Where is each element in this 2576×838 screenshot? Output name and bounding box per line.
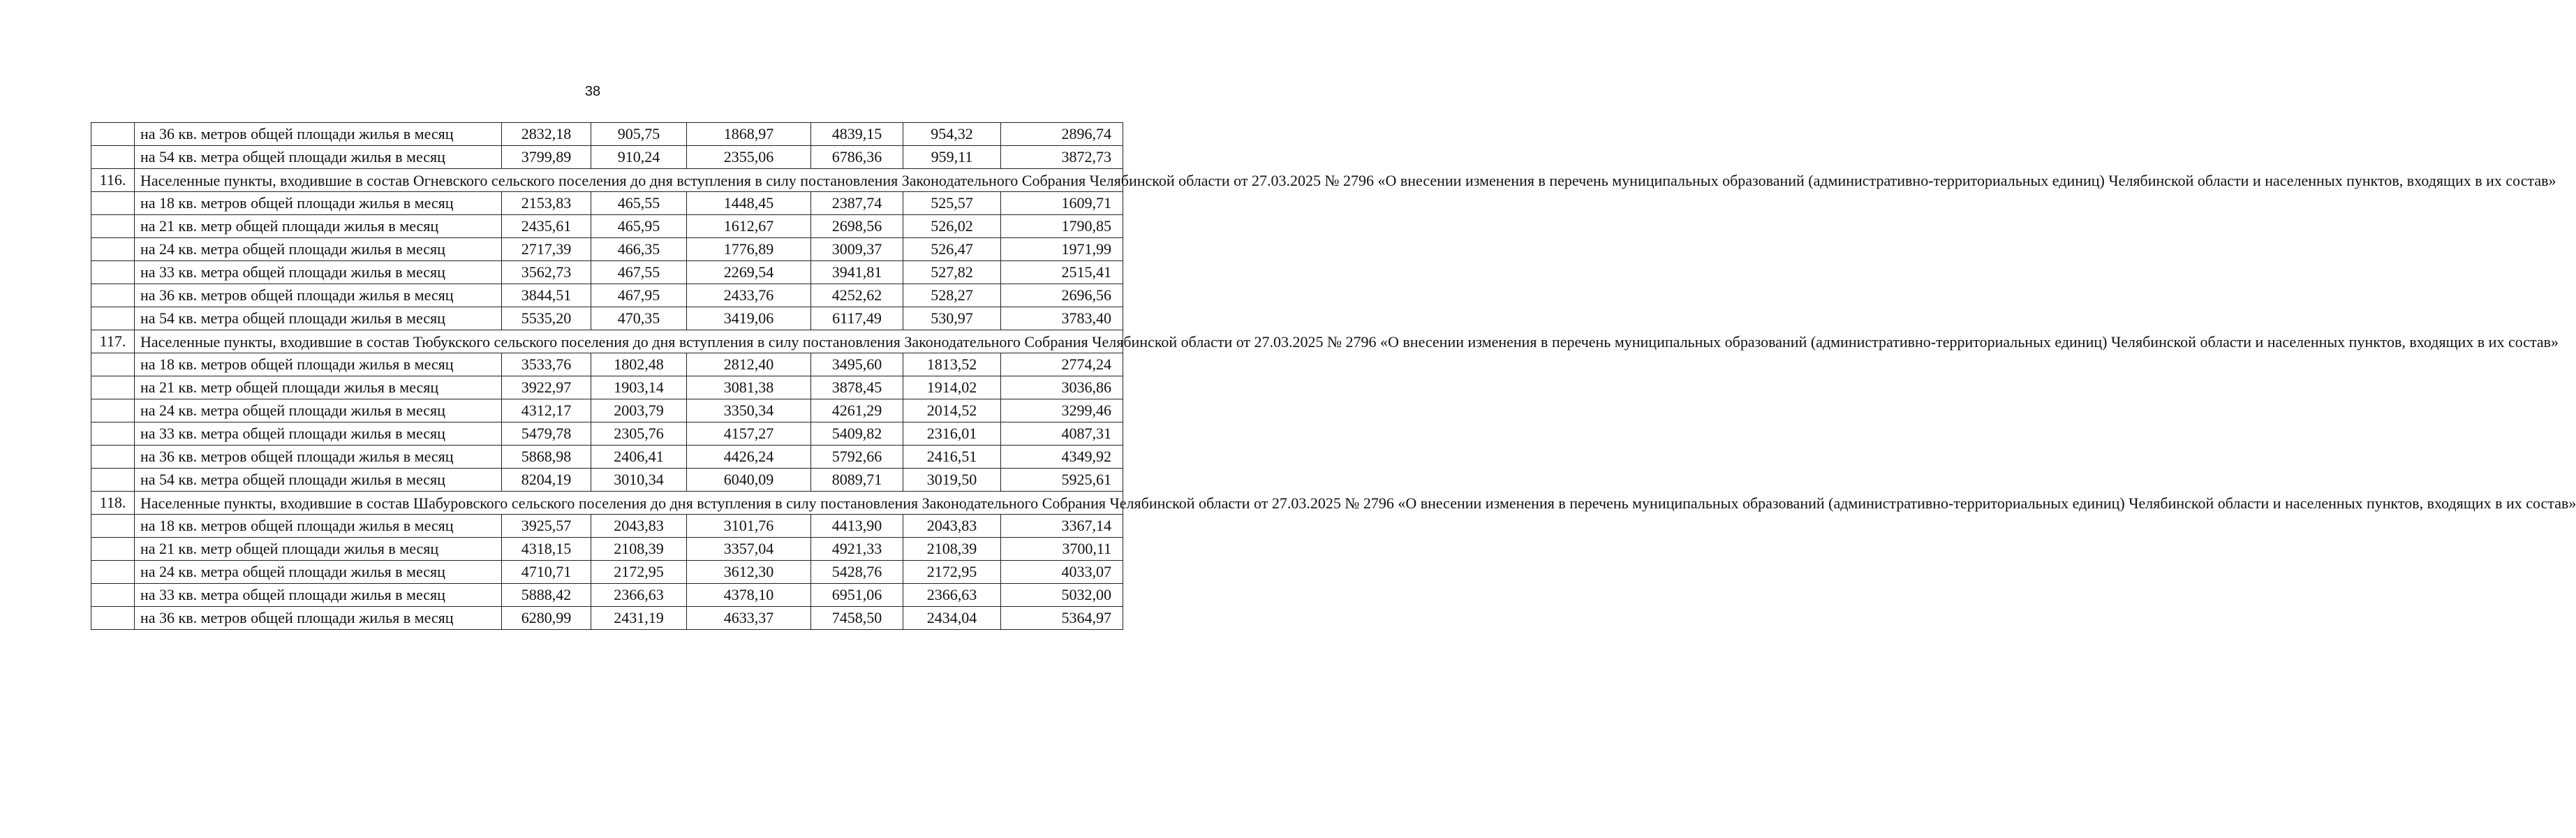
value-cell: 4710,71 xyxy=(502,561,591,584)
value-cell: 3419,06 xyxy=(687,307,811,330)
table-row xyxy=(91,584,1123,607)
value-cell: 2774,24 xyxy=(1001,353,1123,376)
table-body xyxy=(91,123,2576,630)
value-cell: 5428,76 xyxy=(811,561,903,584)
value-cell: 3350,34 xyxy=(687,399,811,422)
value-cell: 2172,95 xyxy=(903,561,1001,584)
value-cell: 526,02 xyxy=(903,215,1001,238)
value-cell: 4157,27 xyxy=(687,422,811,446)
value-cell: 5535,20 xyxy=(502,307,591,330)
value-cell: 910,24 xyxy=(591,146,687,169)
value-cell: 2698,56 xyxy=(811,215,903,238)
value-cell: 2172,95 xyxy=(591,561,687,584)
value-cell: 527,82 xyxy=(903,261,1001,284)
value-cell: 466,35 xyxy=(591,238,687,261)
row-label: на 18 кв. метров общей площади жилья в месяц xyxy=(135,353,502,376)
table-row xyxy=(91,446,1123,469)
row-label: на 33 кв. метра общей площади жилья в месяц xyxy=(135,422,502,446)
value-cell: 2717,39 xyxy=(502,238,591,261)
row-label: на 24 кв. метра общей площади жилья в месяц xyxy=(135,561,502,584)
value-cell: 4318,15 xyxy=(502,538,591,561)
value-cell: 4349,92 xyxy=(1001,446,1123,469)
value-cell: 4252,62 xyxy=(811,284,903,307)
value-cell: 1790,85 xyxy=(1001,215,1123,238)
table-row xyxy=(91,422,1123,446)
value-cell: 1813,52 xyxy=(903,353,1001,376)
row-label: на 54 кв. метра общей площади жилья в месяц xyxy=(135,146,502,169)
value-cell: 3036,86 xyxy=(1001,376,1123,399)
value-cell: 3081,38 xyxy=(687,376,811,399)
table-row xyxy=(91,538,1123,561)
value-cell: 4378,10 xyxy=(687,584,811,607)
value-cell: 959,11 xyxy=(903,146,1001,169)
value-cell: 2366,63 xyxy=(591,584,687,607)
value-cell: 2316,01 xyxy=(903,422,1001,446)
value-cell: 3101,76 xyxy=(687,515,811,538)
row-number-cell xyxy=(91,353,135,376)
value-cell: 2355,06 xyxy=(687,146,811,169)
value-cell: 6951,06 xyxy=(811,584,903,607)
value-cell: 5868,98 xyxy=(502,446,591,469)
value-cell: 954,32 xyxy=(903,123,1001,146)
value-cell: 3009,37 xyxy=(811,238,903,261)
value-cell: 2433,76 xyxy=(687,284,811,307)
value-cell: 3941,81 xyxy=(811,261,903,284)
value-cell: 5364,97 xyxy=(1001,607,1123,630)
value-cell: 2043,83 xyxy=(591,515,687,538)
value-cell: 4633,37 xyxy=(687,607,811,630)
value-cell: 2416,51 xyxy=(903,446,1001,469)
value-cell: 467,95 xyxy=(591,284,687,307)
section-header-row xyxy=(91,492,1123,515)
value-cell: 3357,04 xyxy=(687,538,811,561)
row-label: на 36 кв. метров общей площади жилья в месяц xyxy=(135,284,502,307)
value-cell: 3562,73 xyxy=(502,261,591,284)
value-cell: 3799,89 xyxy=(502,146,591,169)
section-number: 117. xyxy=(91,330,135,353)
value-cell: 1776,89 xyxy=(687,238,811,261)
table-row xyxy=(91,376,1123,399)
value-cell: 3612,30 xyxy=(687,561,811,584)
value-cell: 3299,46 xyxy=(1001,399,1123,422)
row-number-cell xyxy=(91,215,135,238)
value-cell: 2812,40 xyxy=(687,353,811,376)
value-cell: 2366,63 xyxy=(903,584,1001,607)
value-cell: 5479,78 xyxy=(502,422,591,446)
value-cell: 2108,39 xyxy=(591,538,687,561)
row-number-cell xyxy=(91,307,135,330)
row-number-cell xyxy=(91,515,135,538)
section-number: 118. xyxy=(91,492,135,515)
table-row xyxy=(91,123,1123,146)
table-row xyxy=(91,353,1123,376)
value-cell: 5409,82 xyxy=(811,422,903,446)
row-number-cell xyxy=(91,561,135,584)
value-cell: 2043,83 xyxy=(903,515,1001,538)
section-title: Населенные пункты, входившие в состав Шабуровского сельского поселения до дня вступления в силу постановления Законодательного Собрания Челябинской области от 27.03.2025 № 2796 «О внесении изменения в перечень муниципальных образований (административно-территориальных единиц) Челябинской области и населенных пунктов, входящих в их состав» xyxy=(135,492,1123,515)
value-cell: 525,57 xyxy=(903,192,1001,215)
value-cell: 3925,57 xyxy=(502,515,591,538)
row-label: на 21 кв. метр общей площади жилья в месяц xyxy=(135,215,502,238)
value-cell: 1802,48 xyxy=(591,353,687,376)
section-title: Населенные пункты, входившие в состав Огневского сельского поселения до дня вступления в силу постановления Законодательного Собрания Челябинской области от 27.03.2025 № 2796 «О внесении изменения в перечень муниципальных образований (административно-территориальных единиц) Челябинской области и населенных пунктов, входящих в их состав» xyxy=(135,169,1123,192)
row-label: на 54 кв. метра общей площади жилья в месяц xyxy=(135,469,502,492)
value-cell: 4839,15 xyxy=(811,123,903,146)
value-cell: 905,75 xyxy=(591,123,687,146)
value-cell: 7458,50 xyxy=(811,607,903,630)
section-title: Населенные пункты, входившие в состав Тюбукского сельского поселения до дня вступления в силу постановления Законодательного Собрания Челябинской области от 27.03.2025 № 2796 «О внесении изменения в перечень муниципальных образований (административно-территориальных единиц) Челябинской области и населенных пунктов, входящих в их состав» xyxy=(135,330,1123,353)
value-cell: 6117,49 xyxy=(811,307,903,330)
row-label: на 18 кв. метров общей площади жилья в месяц xyxy=(135,515,502,538)
value-cell: 2434,04 xyxy=(903,607,1001,630)
row-number-cell xyxy=(91,399,135,422)
row-number-cell xyxy=(91,584,135,607)
table-row xyxy=(91,238,1123,261)
table-row xyxy=(91,515,1123,538)
value-cell: 3010,34 xyxy=(591,469,687,492)
row-label: на 36 кв. метров общей площади жилья в месяц xyxy=(135,446,502,469)
table-row xyxy=(91,261,1123,284)
value-cell: 2832,18 xyxy=(502,123,591,146)
value-cell: 3700,11 xyxy=(1001,538,1123,561)
value-cell: 4033,07 xyxy=(1001,561,1123,584)
value-cell: 2269,54 xyxy=(687,261,811,284)
value-cell: 1609,71 xyxy=(1001,192,1123,215)
value-cell: 2305,76 xyxy=(591,422,687,446)
value-cell: 2406,41 xyxy=(591,446,687,469)
row-number-cell xyxy=(91,284,135,307)
value-cell: 6280,99 xyxy=(502,607,591,630)
value-cell: 8204,19 xyxy=(502,469,591,492)
table-row xyxy=(91,146,1123,169)
value-cell: 2696,56 xyxy=(1001,284,1123,307)
table-row xyxy=(91,399,1123,422)
value-cell: 470,35 xyxy=(591,307,687,330)
value-cell: 465,55 xyxy=(591,192,687,215)
value-cell: 5792,66 xyxy=(811,446,903,469)
row-number-cell xyxy=(91,469,135,492)
value-cell: 3783,40 xyxy=(1001,307,1123,330)
row-number-cell xyxy=(91,192,135,215)
row-number-cell xyxy=(91,538,135,561)
value-cell: 2108,39 xyxy=(903,538,1001,561)
value-cell: 3878,45 xyxy=(811,376,903,399)
value-cell: 5032,00 xyxy=(1001,584,1123,607)
value-cell: 1612,67 xyxy=(687,215,811,238)
row-label: на 21 кв. метр общей площади жилья в месяц xyxy=(135,538,502,561)
value-cell: 4087,31 xyxy=(1001,422,1123,446)
value-cell: 5925,61 xyxy=(1001,469,1123,492)
row-number-cell xyxy=(91,123,135,146)
value-cell: 4312,17 xyxy=(502,399,591,422)
value-cell: 4261,29 xyxy=(811,399,903,422)
value-cell: 2014,52 xyxy=(903,399,1001,422)
value-cell: 3844,51 xyxy=(502,284,591,307)
section-number: 116. xyxy=(91,169,135,192)
table-row xyxy=(91,607,1123,630)
value-cell: 2153,83 xyxy=(502,192,591,215)
value-cell: 467,55 xyxy=(591,261,687,284)
row-label: на 24 кв. метра общей площади жилья в месяц xyxy=(135,399,502,422)
value-cell: 2435,61 xyxy=(502,215,591,238)
row-number-cell xyxy=(91,422,135,446)
value-cell: 1903,14 xyxy=(591,376,687,399)
row-label: на 36 кв. метров общей площади жилья в месяц xyxy=(135,607,502,630)
page-number: 38 xyxy=(584,84,601,99)
row-number-cell xyxy=(91,446,135,469)
value-cell: 530,97 xyxy=(903,307,1001,330)
row-number-cell xyxy=(91,238,135,261)
row-label: на 24 кв. метра общей площади жилья в месяц xyxy=(135,238,502,261)
row-number-cell xyxy=(91,376,135,399)
row-label: на 33 кв. метра общей площади жилья в месяц xyxy=(135,261,502,284)
table-row xyxy=(91,215,1123,238)
section-header-row xyxy=(91,330,1123,353)
value-cell: 3367,14 xyxy=(1001,515,1123,538)
table-row xyxy=(91,561,1123,584)
value-cell: 5888,42 xyxy=(502,584,591,607)
value-cell: 3533,76 xyxy=(502,353,591,376)
value-cell: 465,95 xyxy=(591,215,687,238)
row-number-cell xyxy=(91,261,135,284)
row-label: на 33 кв. метра общей площади жилья в месяц xyxy=(135,584,502,607)
value-cell: 4426,24 xyxy=(687,446,811,469)
value-cell: 2515,41 xyxy=(1001,261,1123,284)
value-cell: 4413,90 xyxy=(811,515,903,538)
value-cell: 2387,74 xyxy=(811,192,903,215)
row-label: на 54 кв. метра общей площади жилья в месяц xyxy=(135,307,502,330)
row-label: на 21 кв. метр общей площади жилья в месяц xyxy=(135,376,502,399)
value-cell: 2896,74 xyxy=(1001,123,1123,146)
table-row xyxy=(91,284,1123,307)
row-label: на 36 кв. метров общей площади жилья в месяц xyxy=(135,123,502,146)
table-row xyxy=(91,192,1123,215)
value-cell: 8089,71 xyxy=(811,469,903,492)
value-cell: 2003,79 xyxy=(591,399,687,422)
value-cell: 1448,45 xyxy=(687,192,811,215)
row-number-cell xyxy=(91,607,135,630)
value-cell: 3922,97 xyxy=(502,376,591,399)
table-row xyxy=(91,469,1123,492)
value-cell: 528,27 xyxy=(903,284,1001,307)
row-number-cell xyxy=(91,146,135,169)
value-cell: 1971,99 xyxy=(1001,238,1123,261)
value-cell: 6786,36 xyxy=(811,146,903,169)
value-cell: 526,47 xyxy=(903,238,1001,261)
tariff-table xyxy=(91,122,2576,630)
value-cell: 3872,73 xyxy=(1001,146,1123,169)
value-cell: 1868,97 xyxy=(687,123,811,146)
value-cell: 6040,09 xyxy=(687,469,811,492)
row-label: на 18 кв. метров общей площади жилья в месяц xyxy=(135,192,502,215)
table-row xyxy=(91,307,1123,330)
value-cell: 3495,60 xyxy=(811,353,903,376)
value-cell: 1914,02 xyxy=(903,376,1001,399)
value-cell: 2431,19 xyxy=(591,607,687,630)
section-header-row xyxy=(91,169,1123,192)
value-cell: 3019,50 xyxy=(903,469,1001,492)
value-cell: 4921,33 xyxy=(811,538,903,561)
